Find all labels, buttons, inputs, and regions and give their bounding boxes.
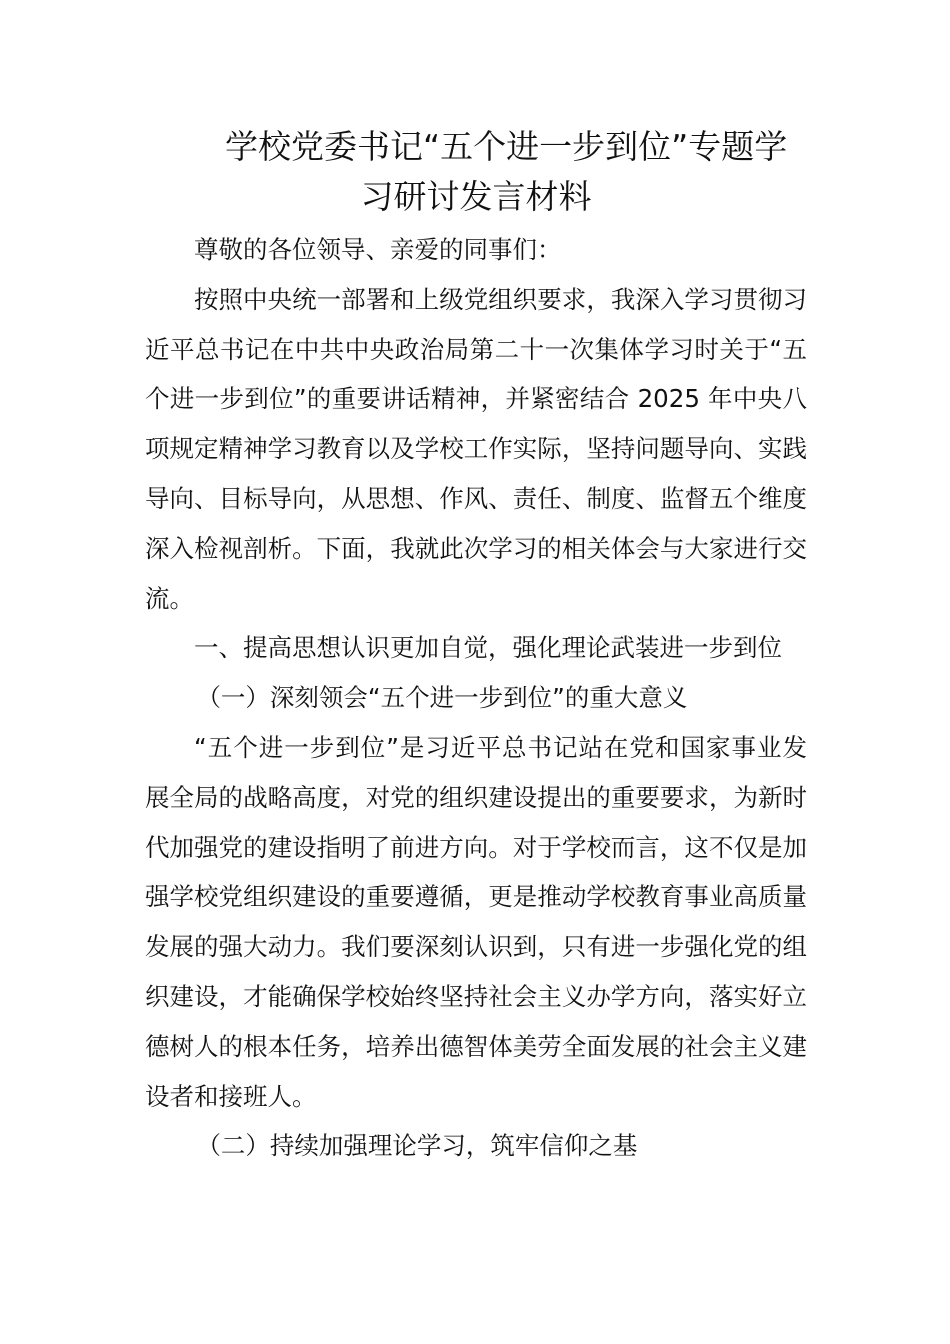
title-line-2: 习研讨发言材料 [360,177,592,216]
document-title [145,122,807,222]
title-line-1: 学校党委书记“五个进一步到位”专题学 [225,127,788,166]
intro-paragraph: 按照中央统一部署和上级党组织要求，我深入学习贯彻习近平总书记在中共中央政治局第二十一次集体学习时关于“五个进一步到位”的重要讲话精神，并紧密结合 2025 年中央八项规定精神学习教育以及学校工作实际，坚持问题导向、实践导向、目标导向，从思想、作风、责任、制度、监督五个维度深入检视剖析。下面，我就此次学习的相关体会与大家进行交流。 [145,284,807,613]
subsection-heading-1: （一）深刻领会“五个进一步到位”的重大意义 [196,683,688,713]
document-body [145,225,807,1171]
body-paragraph: “五个进一步到位”是习近平总书记站在党和国家事业发展全局的战略高度，对党的组织建设提出的重要要求，为新时代加强党的建设指明了前进方向。对于学校而言，这不仅是加强学校党组织建设的重要遵循，更是推动学校教育事业高质量发展的强大动力。我们要深刻认识到，只有进一步强化党的组织建设，才能确保学校始终坚持社会主义办学方向，落实好立德树人的根本任务，培养出德智体美劳全面发展的社会主义建设者和接班人。 [145,732,807,1111]
salutation: 尊敬的各位领导、亲爱的同事们： [194,235,562,264]
subsection-heading-2: （二）持续加强理论学习，筑牢信仰之基 [196,1131,638,1161]
section-heading-1: 一、提高思想认识更加自觉，强化理论武装进一步到位 [194,633,782,663]
